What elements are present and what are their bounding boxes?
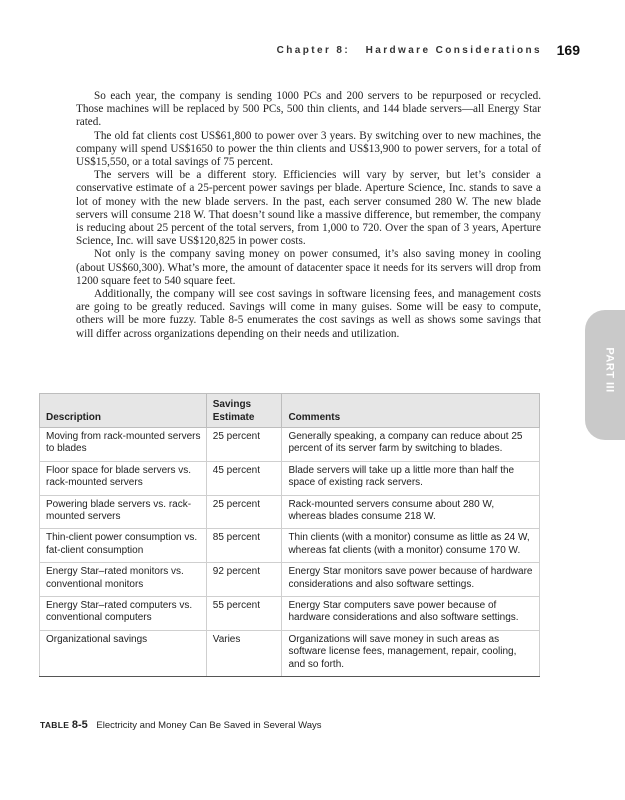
table-row bbox=[40, 428, 540, 462]
savings-table bbox=[39, 393, 540, 677]
cell-comments: Rack-mounted servers consume about 280 W, whereas blades consume 218 W. bbox=[282, 495, 540, 529]
cell-description: Floor space for blade servers vs. rack-mounted servers bbox=[40, 461, 207, 495]
header-description: Description bbox=[40, 394, 207, 428]
cell-comments: Thin clients (with a monitor) consume as little as 24 W, whereas fat clients (with a monitor) consume 170 W. bbox=[282, 529, 540, 563]
running-header bbox=[80, 42, 580, 62]
table-row bbox=[40, 630, 540, 676]
cell-savings: Varies bbox=[206, 630, 282, 676]
paragraph: The servers will be a different story. Efficiencies will vary by server, but let’s consider a conservative estimate of a 25-percent power savings per blade. Aperture Science, Inc. stands to save a lot of money with the new blade servers. In the past, each server consumed 280 W. The new blade servers will consume 218 W. That doesn’t sound like a massive difference, but remember, the company is reducing about 25 percent of the total servers, from 1,000 to 720. Over the span of 3 years, Aperture Science, Inc. will save US$120,825 in power costs. bbox=[76, 169, 541, 248]
table-row bbox=[40, 495, 540, 529]
cell-savings: 25 percent bbox=[206, 428, 282, 462]
cell-description: Organizational savings bbox=[40, 630, 207, 676]
cell-savings: 92 percent bbox=[206, 563, 282, 597]
cell-description: Energy Star–rated computers vs. conventional computers bbox=[40, 597, 207, 631]
table-row bbox=[40, 529, 540, 563]
cell-description: Energy Star–rated monitors vs. conventional monitors bbox=[40, 563, 207, 597]
paragraph: Additionally, the company will see cost savings in software licensing fees, and management costs are going to be greatly reduced. Savings will come in many guises. Some will be easy to compute, others will be more fuzzy. Table 8-5 enumerates the cost savings as well as shows some savings that will differ across organizations depending on their needs and utilization. bbox=[76, 288, 541, 340]
cell-savings: 55 percent bbox=[206, 597, 282, 631]
table-row bbox=[40, 461, 540, 495]
paragraph: The old fat clients cost US$61,800 to power over 3 years. By switching over to new machines, the company will spend US$1650 to power the thin clients and US$13,900 to power servers, for a total of US$15,550, or a total savings of 75 percent. bbox=[76, 129, 541, 169]
cell-savings: 45 percent bbox=[206, 461, 282, 495]
cell-comments: Organizations will save money in such areas as software license fees, management, repair, cooling, and so forth. bbox=[282, 630, 540, 676]
caption-number: 8-5 bbox=[71, 719, 88, 731]
cell-comments: Blade servers will take up a little more than half the space of existing rack servers. bbox=[282, 461, 540, 495]
cell-description: Moving from rack-mounted servers to blades bbox=[40, 428, 207, 462]
header-comments: Comments bbox=[282, 394, 540, 428]
cell-savings: 25 percent bbox=[206, 495, 282, 529]
header-savings: Savings Estimate bbox=[206, 394, 282, 428]
table-row bbox=[40, 597, 540, 631]
table-header-row bbox=[40, 394, 540, 428]
cell-savings: 85 percent bbox=[206, 529, 282, 563]
cell-description: Thin-client power consumption vs. fat-client consumption bbox=[40, 529, 207, 563]
cell-comments: Generally speaking, a company can reduce about 25 percent of its server farm by switching to blades. bbox=[282, 428, 540, 462]
part-thumb-tab bbox=[585, 310, 625, 440]
caption-text: Electricity and Money Can Be Saved in Several Ways bbox=[96, 720, 322, 731]
cell-comments: Energy Star monitors save power because of hardware considerations and also software settings. bbox=[282, 563, 540, 597]
cell-description: Powering blade servers vs. rack-mounted servers bbox=[40, 495, 207, 529]
body-text bbox=[76, 90, 541, 341]
table-caption bbox=[40, 719, 322, 731]
part-label: PART III bbox=[603, 347, 616, 393]
paragraph: Not only is the company saving money on power consumed, it’s also saving money in cooling (about US$60,300). What’s more, the amount of datacenter space it needs for its servers will drop from 1200 square feet to 540 square feet. bbox=[76, 248, 541, 287]
chapter-title: Chapter 8: Hardware Considerations bbox=[276, 45, 542, 56]
table-row bbox=[40, 563, 540, 597]
caption-label: TABLE bbox=[40, 720, 70, 730]
cell-comments: Energy Star computers save power because of hardware considerations and also software settings. bbox=[282, 597, 540, 631]
paragraph: So each year, the company is sending 1000 PCs and 200 servers to be repurposed or recycled. Those machines will be replaced by 500 PCs, 500 thin clients, and 144 blade servers—all Energy Star rated. bbox=[76, 90, 541, 129]
page-number: 169 bbox=[556, 42, 580, 58]
